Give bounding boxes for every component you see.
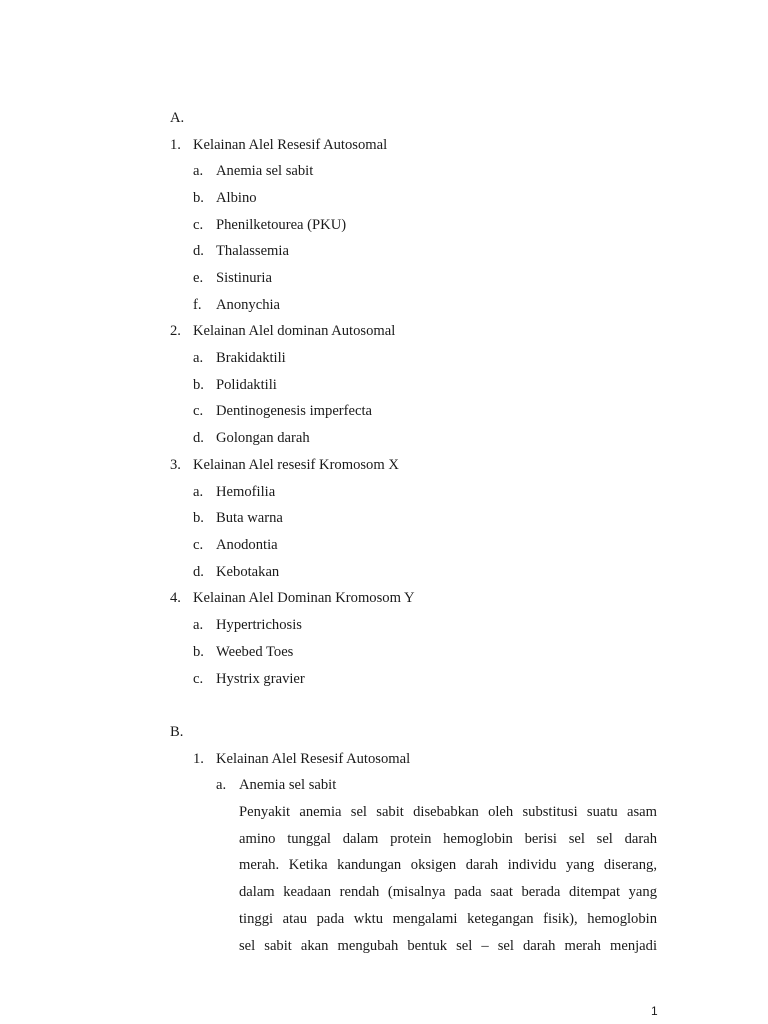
list-item: Buta warna [216,510,283,526]
item-marker: d. [193,243,204,259]
list-item: Anonychia [216,297,281,313]
list-item: Hystrix gravier [216,671,305,687]
item-marker: a. [193,163,204,179]
paragraph-line: Penyakit anemia sel sabit disebabkan oleh substitusi suatu asam [239,804,657,820]
item-marker: d. [193,430,204,446]
list-item: Sistinuria [216,270,272,286]
list-item: Phenilketourea (PKU) [216,217,347,233]
item-marker: b. [193,190,204,206]
group-title: Kelainan Alel Dominan Kromosom Y [193,590,415,606]
item-marker: b. [193,377,204,393]
group-title: Kelainan Alel resesif Kromosom X [193,457,399,473]
section-b-heading: B. [170,724,184,740]
list-item: Polidaktili [216,377,277,393]
item-marker: a. [193,617,204,633]
group-title: Kelainan Alel Resesif Autosomal [193,137,388,153]
group-number: 3. [170,457,181,473]
list-item: Hypertrichosis [216,617,302,633]
list-item: Dentinogenesis imperfecta [216,403,373,419]
section-a-heading: A. [170,110,185,126]
group-number: 1. [193,751,204,767]
paragraph-line: sel sabit akan mengubah bentuk sel – sel darah merah menjadi [239,938,657,954]
item-marker: c. [193,671,204,687]
paragraph-line: merah. Ketika kandungan oksigen darah individu yang diserang, [239,857,657,873]
group-number: 4. [170,590,181,606]
list-item: Hemofilia [216,484,276,500]
list-item: Kebotakan [216,564,280,580]
list-item: Anemia sel sabit [239,777,337,793]
list-item: Anodontia [216,537,278,553]
list-item: Thalassemia [216,243,289,259]
item-marker: c. [193,217,204,233]
group-title: Kelainan Alel dominan Autosomal [193,323,396,339]
item-marker: b. [193,644,204,660]
list-item: Albino [216,190,257,206]
page-number: 1 [651,1004,658,1018]
list-item: Weebed Toes [216,644,294,660]
item-marker: a. [193,350,204,366]
list-item: Brakidaktili [216,350,286,366]
item-marker: c. [193,537,204,553]
group-number: 2. [170,323,181,339]
item-marker: e. [193,270,204,286]
paragraph-line: tinggi atau pada wktu mengalami ketegangan fisik), hemoglobin [239,911,657,927]
list-item: Golongan darah [216,430,310,446]
list-item: Anemia sel sabit [216,163,314,179]
item-marker: f. [193,297,202,313]
item-marker: d. [193,564,204,580]
paragraph-line: dalam keadaan rendah (misalnya pada saat berada ditempat yang [239,884,657,900]
item-marker: c. [193,403,204,419]
group-number: 1. [170,137,181,153]
paragraph-line: amino tunggal dalam protein hemoglobin berisi sel sel darah [239,831,657,847]
item-marker: b. [193,510,204,526]
group-title: Kelainan Alel Resesif Autosomal [216,751,411,767]
item-marker: a. [193,484,204,500]
item-marker: a. [216,777,227,793]
